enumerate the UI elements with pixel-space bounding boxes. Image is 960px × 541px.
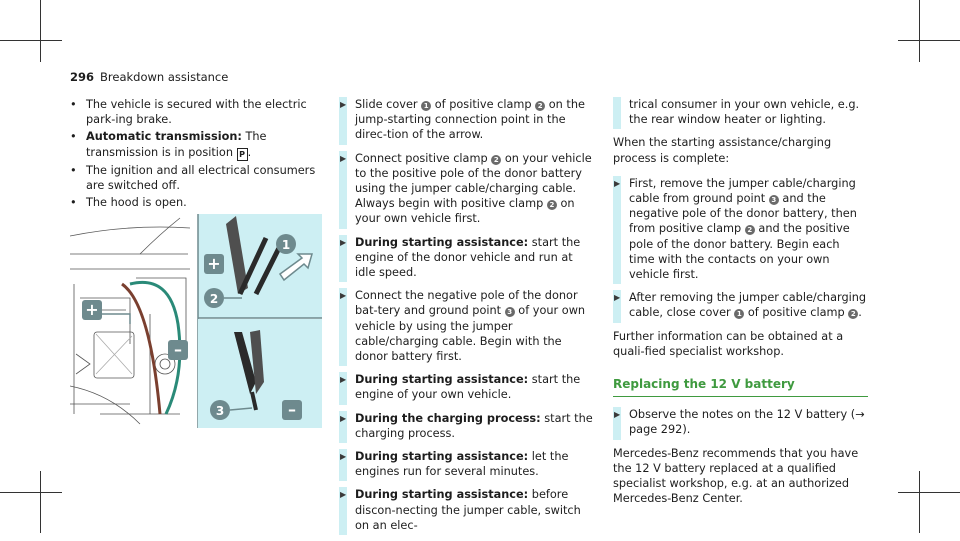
paragraph: When the starting assistance/charging process is complete: [613,136,832,165]
crop-mark [40,471,41,533]
column-3 [613,97,868,516]
step-arrow-icon: ▶ [340,375,347,385]
callout-1: 1 [281,238,291,252]
instruction-step: ▶ During the charging process: start the charging process. [339,411,594,441]
crop-mark [0,492,62,493]
svg-text:–: – [288,400,296,419]
callout-ref: 2 [848,309,858,319]
section-name: Breakdown assistance [100,70,229,84]
transmission-label: Automatic transmission: [86,130,242,144]
callout-ref: 2 [745,225,755,235]
page-number: 296 [70,70,95,84]
step-arrow-icon: ▶ [340,291,347,301]
step-arrow-icon: ▶ [614,410,621,420]
bullet-item: • The vehicle is secured with the electric park-ing brake. [70,97,320,127]
crop-mark [898,40,960,41]
step-arrow-icon: ▶ [340,490,347,500]
callout-ref: 1 [421,101,431,111]
bullet-item: • The hood is open. [70,195,320,210]
engine-bay-drawing [70,214,322,428]
crop-mark [898,492,960,493]
callout-ref: 3 [769,195,779,205]
page-header [70,70,228,84]
crop-mark [919,471,920,533]
instruction-step: ▶ After removing the jumper cable/charging cable, close cover 1 of positive clamp 2 . [613,290,868,320]
instruction-step: ▶ Connect positive clamp 2 on your vehicle to the positive pole of the donor battery using the jumper cable/charging cable. Always begin with positive clamp 2 on your own vehicle first. [339,151,594,227]
instruction-step: ▶ During starting assistance: start the engine of your own vehicle. [339,372,594,402]
instruction-step: ▶ During starting assistance: start the engine of the donor vehicle and run at idle speed. [339,235,594,281]
park-position-icon: P [237,148,248,161]
instruction-continuation: trical consumer in your own vehicle, e.g. the rear window heater or lighting. [613,97,868,127]
instruction-step: ▶ First, remove the jumper cable/charging cable from ground point 3 and the negative pole of the donor battery, then from positive clamp 2 and the positive pole of the donor battery. Begin each time with the contacts on your own vehicle first. [613,176,868,282]
callout-ref: 1 [734,309,744,319]
bullet-item: • Automatic transmission: The transmission is in position P . [70,129,320,160]
column-1 [70,97,320,212]
callout-ref: 2 [491,155,501,165]
step-arrow-icon: ▶ [340,153,347,163]
callout-ref: 3 [505,307,515,317]
paragraph: Further information can be obtained at a quali-fied specialist workshop. [613,329,844,358]
step-arrow-icon: ▶ [340,452,347,462]
instruction-step: ▶ During starting assistance: let the engines run for several minutes. [339,449,594,479]
column-2 [339,97,594,541]
callout-3: 3 [215,404,225,418]
instruction-step: ▶ During starting assistance: before discon-necting the jumper cable, switch on an elec- [339,487,594,533]
callout-ref: 2 [535,101,545,111]
page-ref-arrow-icon: → [855,408,865,422]
svg-text:+: + [207,254,221,273]
jump-start-illustration [70,214,322,428]
step-arrow-icon: ▶ [614,293,621,303]
instruction-step: ▶ Slide cover 1 of positive clamp 2 on the jump-starting connection point in the direc-tion of the arrow. [339,97,594,143]
plus-label: + [85,300,99,319]
step-arrow-icon: ▶ [340,413,347,423]
paragraph: Mercedes-Benz recommends that you have the 12 V battery replaced at a qualified specialist workshop, e.g. at an authorized Mercedes-Benz Center. [613,446,859,506]
crop-mark [919,0,920,62]
page-reference-link[interactable]: page 292). [629,423,691,437]
section-title: Replacing the 12 V battery [613,377,868,397]
bullet-item: • The ignition and all electrical consumers are switched off. [70,163,320,193]
step-arrow-icon: ▶ [614,178,621,188]
crop-mark [0,40,62,41]
callout-2: 2 [209,292,219,306]
minus-label: – [174,340,182,359]
callout-ref: 2 [547,200,557,210]
crop-mark [40,0,41,62]
step-arrow-icon: ▶ [340,100,347,109]
instruction-step: ▶ Observe the notes on the 12 V battery (→ page 292). [613,407,868,437]
step-arrow-icon: ▶ [340,237,347,247]
instruction-step: ▶ Connect the negative pole of the donor bat-tery and ground point 3 of your own vehicle by using the jumper cable/charging cable. Begin with the donor battery first. [339,288,594,364]
